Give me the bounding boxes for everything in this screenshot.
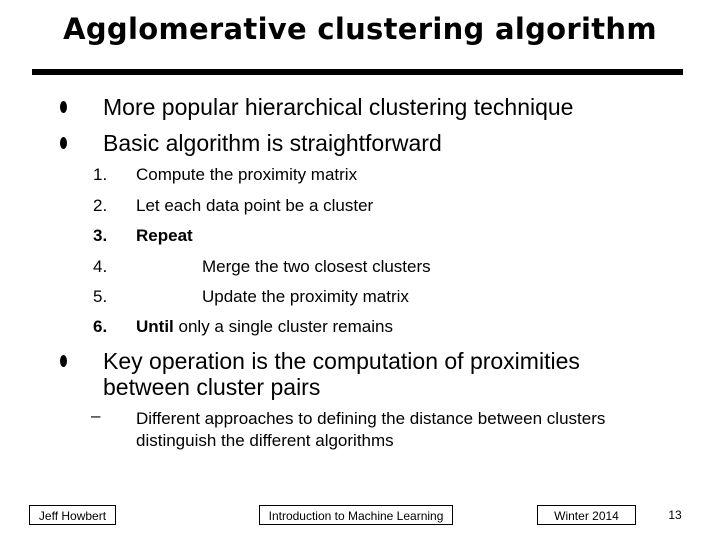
step-number: 5. (93, 287, 108, 306)
step-text: Merge the two closest clusters (202, 257, 431, 276)
step-text: Let each data point be a cluster (136, 196, 374, 215)
bullet-text: More popular hierarchical clustering technique (103, 94, 574, 120)
step-text: Update the proximity matrix (202, 287, 409, 306)
step-text: Compute the proximity matrix (136, 165, 358, 184)
step-text-rest: only a single cluster remains (173, 317, 393, 336)
step-keyword: Until (136, 317, 174, 336)
step-number: 3. (93, 226, 108, 245)
step-number: 4. (93, 257, 108, 276)
slide-title: Agglomerative clustering algorithm (63, 12, 657, 46)
footer-author: Jeff Howbert (29, 505, 116, 525)
footer-course: Introduction to Machine Learning (259, 505, 453, 525)
step-number: 6. (93, 317, 108, 336)
page-number: 13 (668, 508, 682, 522)
step-number: 1. (93, 165, 108, 184)
sub-bullet-marker: – (91, 406, 101, 425)
step-text: Repeat (136, 226, 193, 245)
step-text (136, 317, 393, 337)
bullet-text: Basic algorithm is straightforward (103, 130, 442, 156)
bullet-dot-icon (60, 137, 67, 149)
step-number: 2. (93, 196, 108, 215)
title-underline (32, 69, 683, 75)
bullet-dot-icon (60, 355, 67, 367)
footer-term: Winter 2014 (537, 505, 636, 525)
sub-bullet-text: Different approaches to defining the distance between clusters distinguish the different algorithms (136, 409, 606, 450)
bullet-text: Key operation is the computation of proximities between cluster pairs (103, 348, 580, 400)
bullet-dot-icon (60, 101, 67, 113)
